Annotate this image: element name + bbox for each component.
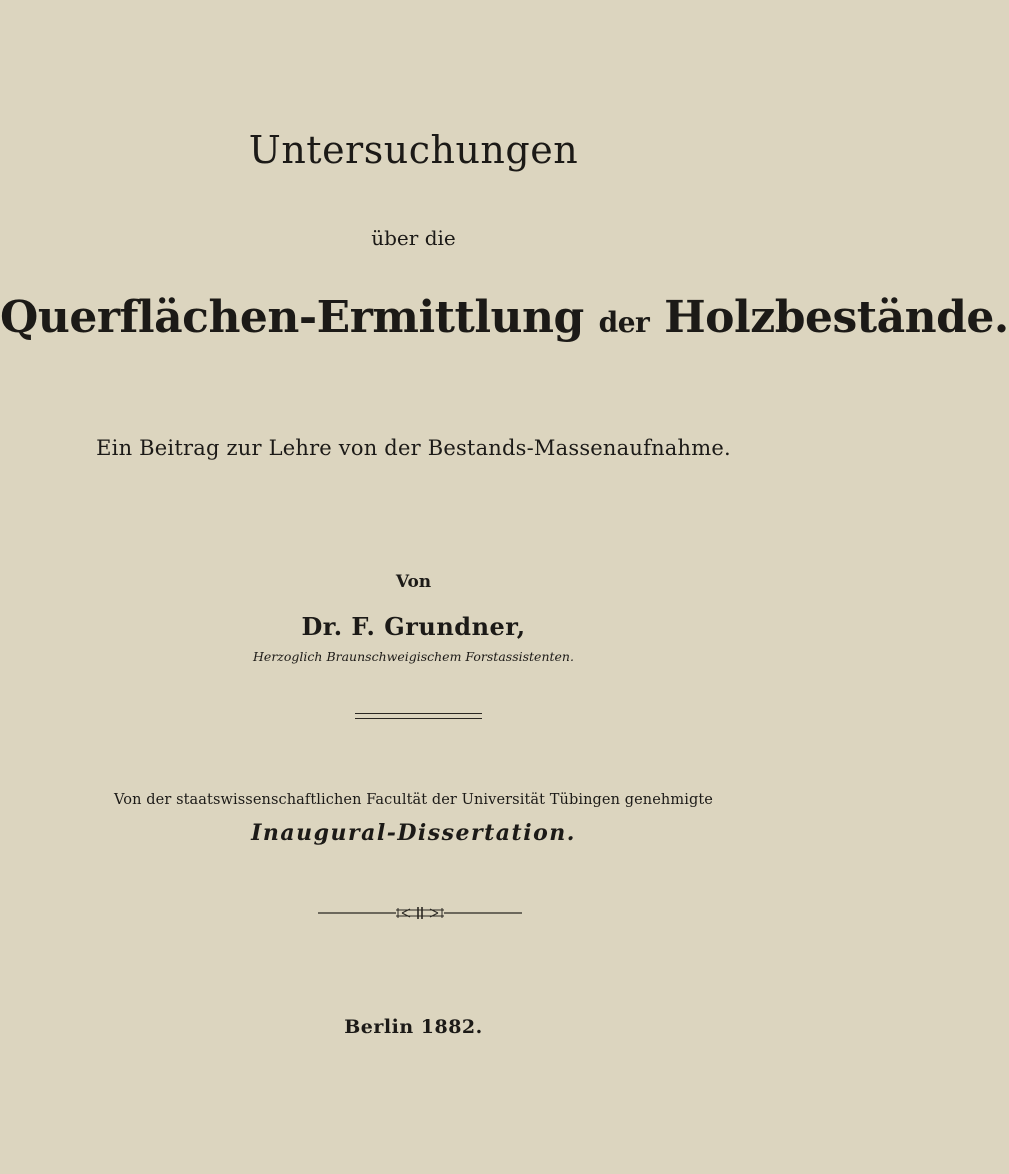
ornament-divider [318, 905, 522, 921]
main-title-article: der [598, 306, 650, 339]
main-title-end: Holzbestände. [664, 292, 1009, 343]
imprint: Berlin 1882. [344, 1016, 483, 1038]
subtitle: Ein Beitrag zur Lehre von der Bestands-Massenaufnahme. [96, 436, 731, 460]
by-label: Von [395, 572, 432, 592]
main-title-start: Querflächen-Ermittlung [0, 292, 584, 343]
double-rule-divider [355, 713, 482, 719]
dissertation-label: Inaugural-Dissertation. [251, 820, 576, 846]
main-title [0, 292, 1009, 343]
faculty-note: Von der staatswissenschaftlichen Facultät der Universität Tübingen genehmigte [114, 792, 713, 808]
author-role: Herzoglich Braunschweigischem Forstassistenten. [253, 649, 574, 664]
author-name: Dr. F. Grundner, [301, 612, 526, 641]
title-connector: über die [371, 226, 456, 250]
document-title: Untersuchungen [248, 128, 579, 172]
